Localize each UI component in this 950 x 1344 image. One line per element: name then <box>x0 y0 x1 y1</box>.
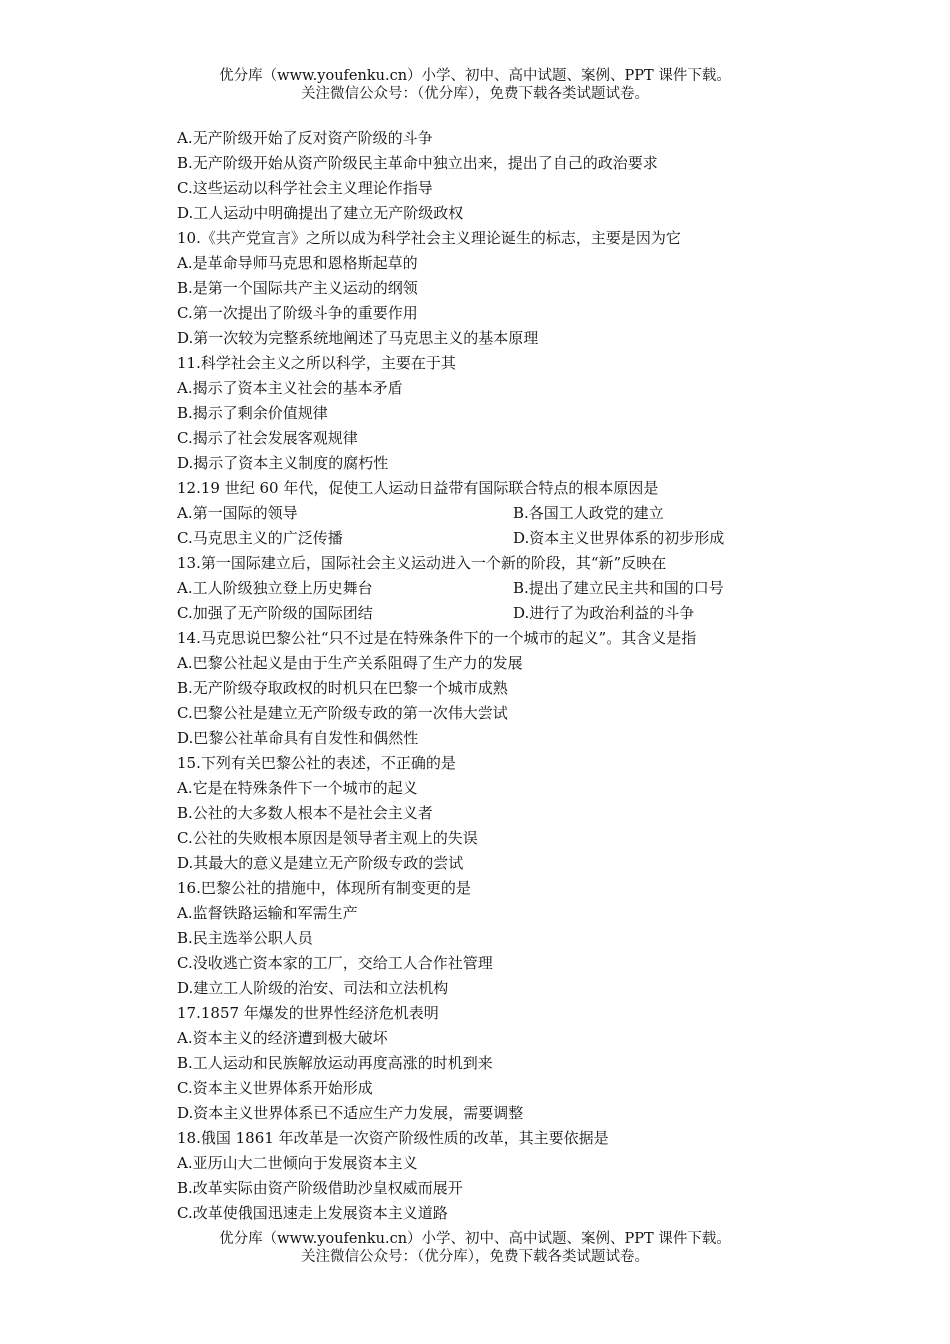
q12-option-b: B.各国工人政党的建立 <box>513 504 664 522</box>
q13-option-b: B.提出了建立民主共和国的口号 <box>513 579 724 597</box>
q9-option-b: B.无产阶级开始从资产阶级民主革命中独立出来，提出了自己的政治要求 <box>177 154 658 172</box>
footer-line-2: 关注微信公众号：（优分库），免费下载各类试题试卷。 <box>301 1249 649 1265</box>
q16-stem: 16.巴黎公社的措施中，体现所有制变更的是 <box>177 879 471 897</box>
q10-stem: 10.《共产党宣言》之所以成为科学社会主义理论诞生的标志，主要是因为它 <box>177 229 681 247</box>
footer-line-1: 优分库（www.youfenku.cn）小学、初中、高中试题、案例、PPT 课件下载。 <box>219 1231 731 1247</box>
q13-option-d: D.进行了为政治利益的斗争 <box>513 604 695 622</box>
q12-options-row-2 <box>177 526 817 551</box>
q11-option-a: A.揭示了资本主义社会的基本矛盾 <box>177 379 403 397</box>
q13-option-c: C.加强了无产阶级的国际团结 <box>177 604 373 622</box>
q15-option-d: D.其最大的意义是建立无产阶级专政的尝试 <box>177 854 464 872</box>
q10-option-c: C.第一次提出了阶级斗争的重要作用 <box>177 304 418 322</box>
q15-option-a: A.它是在特殊条件下一个城市的起义 <box>177 779 418 797</box>
q13-stem: 13.第一国际建立后，国际社会主义运动进入一个新的阶段，其“新”反映在 <box>177 554 667 572</box>
page-footer <box>0 1230 950 1266</box>
q12-option-a: A.第一国际的领导 <box>177 504 298 522</box>
q11-option-b: B.揭示了剩余价值规律 <box>177 404 328 422</box>
q14-option-d: D.巴黎公社革命具有自发性和偶然性 <box>177 729 419 747</box>
question-list <box>177 126 817 1226</box>
q18-option-c: C.改革使俄国迅速走上发展资本主义道路 <box>177 1204 448 1222</box>
q17-option-c: C.资本主义世界体系开始形成 <box>177 1079 373 1097</box>
q11-option-c: C.揭示了社会发展客观规律 <box>177 429 358 447</box>
q13-options-row-2 <box>177 601 817 626</box>
q16-option-a: A.监督铁路运输和军需生产 <box>177 904 358 922</box>
q18-option-a: A.亚历山大二世倾向于发展资本主义 <box>177 1154 418 1172</box>
q9-option-d: D.工人运动中明确提出了建立无产阶级政权 <box>177 204 464 222</box>
q15-option-c: C.公社的失败根本原因是领导者主观上的失误 <box>177 829 478 847</box>
q9-option-a: A.无产阶级开始了反对资产阶级的斗争 <box>177 129 433 147</box>
q12-option-c: C.马克思主义的广泛传播 <box>177 529 343 547</box>
q11-option-d: D.揭示了资本主义制度的腐朽性 <box>177 454 389 472</box>
q12-options-row-1 <box>177 501 817 526</box>
q13-option-a: A.工人阶级独立登上历史舞台 <box>177 579 373 597</box>
q18-stem: 18.俄国 1861 年改革是一次资产阶级性质的改革，其主要依据是 <box>177 1129 609 1147</box>
q16-option-b: B.民主选举公职人员 <box>177 929 313 947</box>
q14-option-b: B.无产阶级夺取政权的时机只在巴黎一个城市成熟 <box>177 679 508 697</box>
q12-stem: 12.19 世纪 60 年代，促使工人运动日益带有国际联合特点的根本原因是 <box>177 479 659 497</box>
q13-options-row-1 <box>177 576 817 601</box>
q11-stem: 11.科学社会主义之所以科学，主要在于其 <box>177 354 456 372</box>
header-line-1: 优分库（www.youfenku.cn）小学、初中、高中试题、案例、PPT 课件下载。 <box>219 68 731 84</box>
q14-option-c: C.巴黎公社是建立无产阶级专政的第一次伟大尝试 <box>177 704 508 722</box>
q17-option-d: D.资本主义世界体系已不适应生产力发展，需要调整 <box>177 1104 524 1122</box>
q15-option-b: B.公社的大多数人根本不是社会主义者 <box>177 804 433 822</box>
q9-option-c: C.这些运动以科学社会主义理论作指导 <box>177 179 433 197</box>
q10-option-d: D.第一次较为完整系统地阐述了马克思主义的基本原理 <box>177 329 539 347</box>
q17-option-b: B.工人运动和民族解放运动再度高涨的时机到来 <box>177 1054 493 1072</box>
q12-option-d: D.资本主义世界体系的初步形成 <box>513 529 725 547</box>
q10-option-b: B.是第一个国际共产主义运动的纲领 <box>177 279 418 297</box>
q18-option-b: B.改革实际由资产阶级借助沙皇权威而展开 <box>177 1179 463 1197</box>
q15-stem: 15.下列有关巴黎公社的表述，不正确的是 <box>177 754 456 772</box>
q14-option-a: A.巴黎公社起义是由于生产关系阻碍了生产力的发展 <box>177 654 523 672</box>
q16-option-c: C.没收逃亡资本家的工厂，交给工人合作社管理 <box>177 954 493 972</box>
q17-option-a: A.资本主义的经济遭到极大破坏 <box>177 1029 388 1047</box>
q16-option-d: D.建立工人阶级的治安、司法和立法机构 <box>177 979 449 997</box>
q17-stem: 17.1857 年爆发的世界性经济危机表明 <box>177 1004 439 1022</box>
page-header <box>0 67 950 103</box>
q14-stem: 14.马克思说巴黎公社“只不过是在特殊条件下的一个城市的起义”。其含义是指 <box>177 629 697 647</box>
header-line-2: 关注微信公众号：（优分库），免费下载各类试题试卷。 <box>301 86 649 102</box>
q10-option-a: A.是革命导师马克思和恩格斯起草的 <box>177 254 418 272</box>
